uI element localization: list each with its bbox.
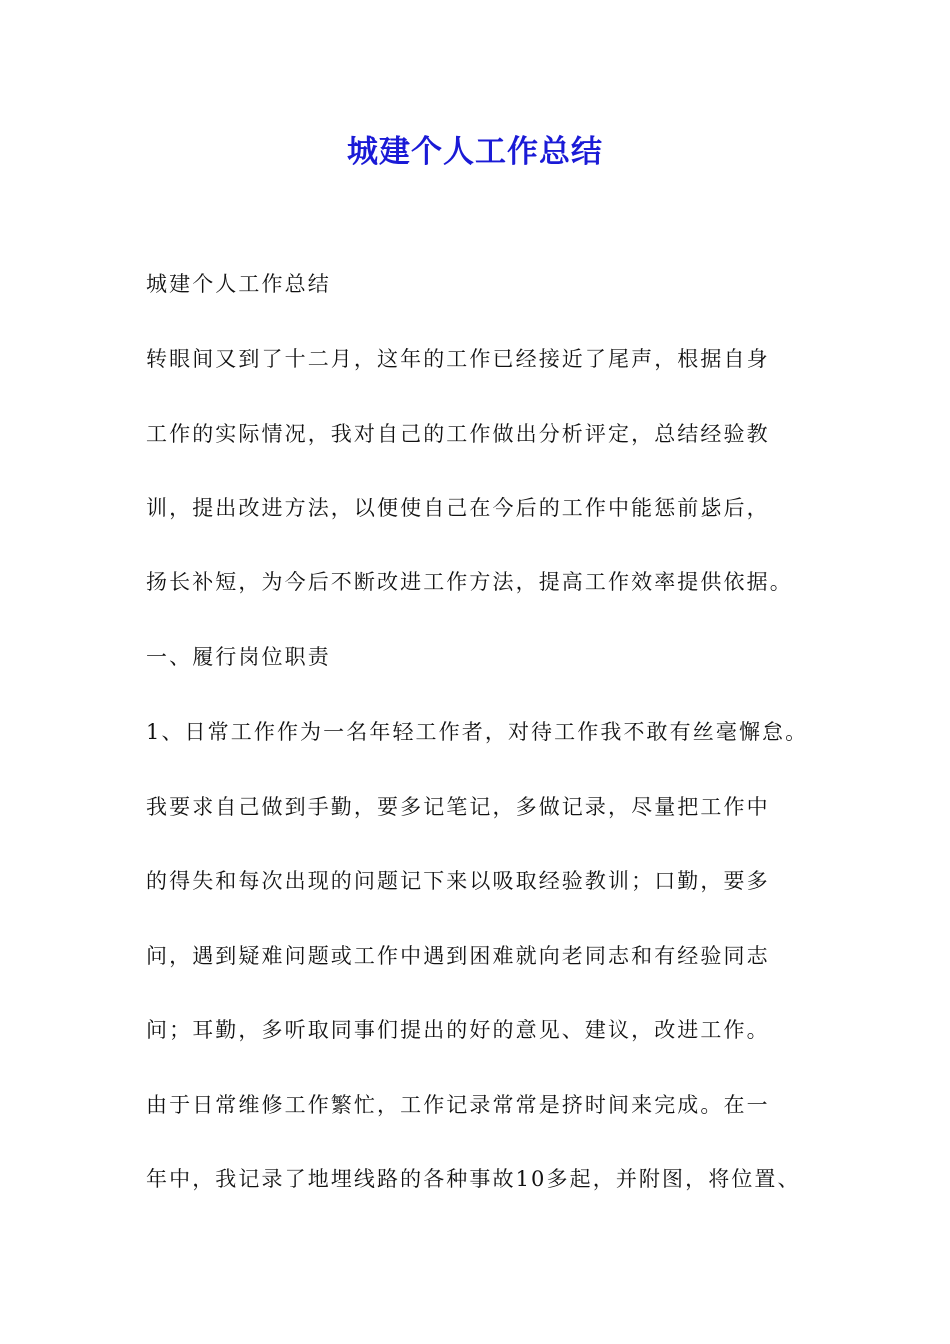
section-heading: 一、履行岗位职责 xyxy=(146,645,331,669)
paragraph-line: 我要求自己做到手勤，要多记笔记，多做记录，尽量把工作中 xyxy=(146,795,770,819)
document-title: 城建个人工作总结 xyxy=(347,134,603,170)
paragraph-line: 的得失和每次出现的问题记下来以吸取经验教训；口勤，要多 xyxy=(146,869,770,893)
paragraph-line: 扬长补短，为今后不断改进工作方法，提高工作效率提供依据。 xyxy=(146,570,793,594)
paragraph-line: 工作的实际情况，我对自己的工作做出分析评定，总结经验教 xyxy=(146,422,770,446)
paragraph-line: 年中，我记录了地埋线路的各种事故10多起，并附图，将位置、 xyxy=(146,1167,801,1191)
paragraph-line: 由于日常维修工作繁忙，工作记录常常是挤时间来完成。在一 xyxy=(146,1093,770,1117)
paragraph-line: 训，提出改进方法，以便使自己在今后的工作中能惩前毖后， xyxy=(146,496,770,520)
paragraph-line: 问；耳勤，多听取同事们提出的好的意见、建议，改进工作。 xyxy=(146,1018,770,1042)
paragraph-line: 1、日常工作作为一名年轻工作者，对待工作我不敢有丝毫懈怠。 xyxy=(146,720,809,744)
paragraph-line: 问，遇到疑难问题或工作中遇到困难就向老同志和有经验同志 xyxy=(146,944,770,968)
subtitle-line: 城建个人工作总结 xyxy=(146,272,331,296)
paragraph-line: 转眼间又到了十二月，这年的工作已经接近了尾声，根据自身 xyxy=(146,347,770,371)
